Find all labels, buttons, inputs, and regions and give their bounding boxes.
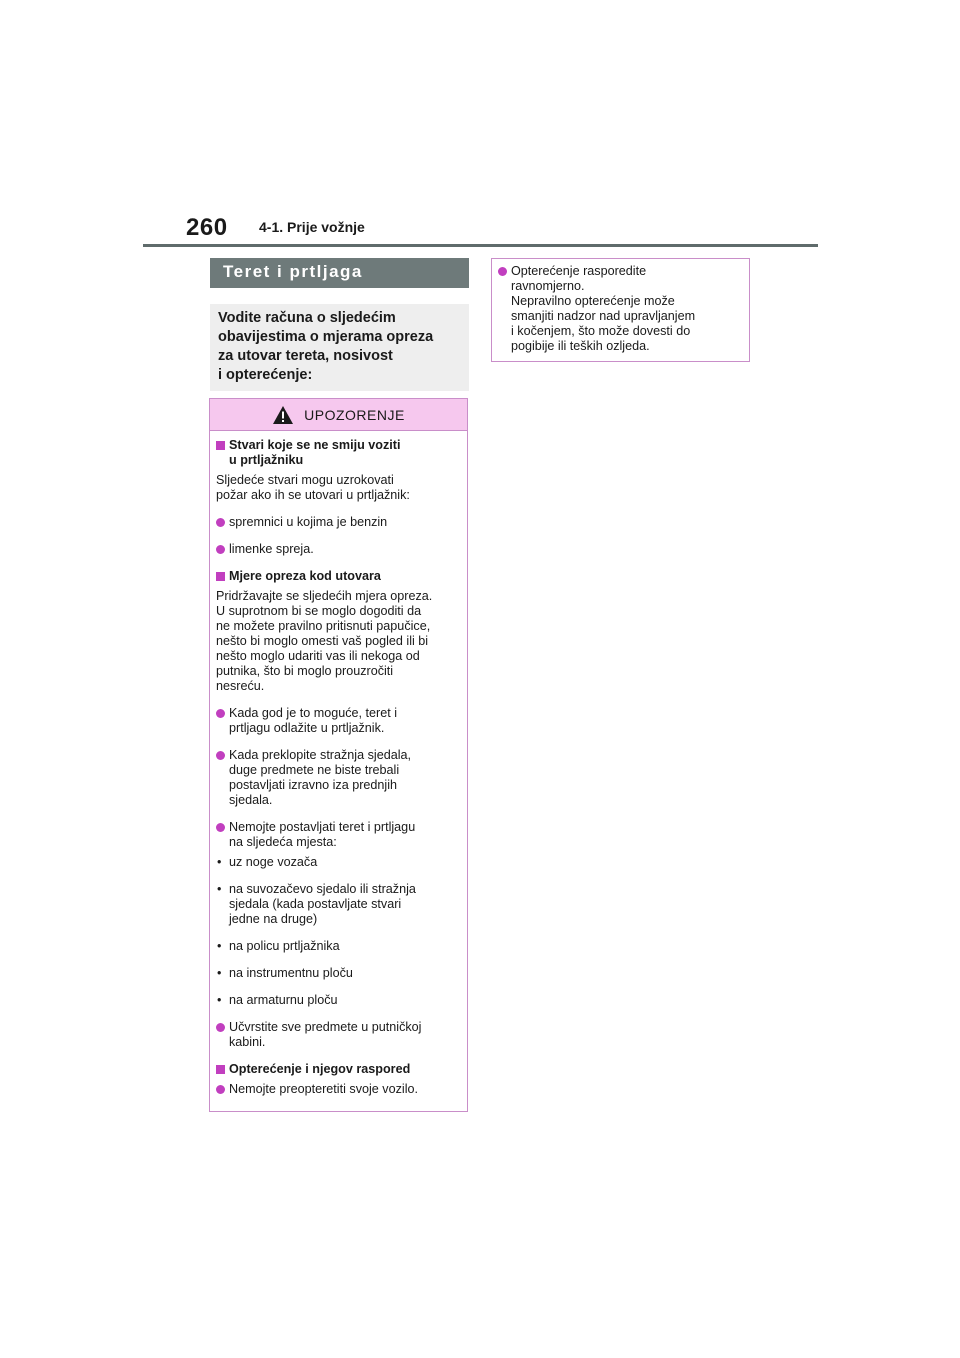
round-bullet-icon <box>216 545 225 554</box>
list-item-text: limenke spreja. <box>229 542 314 556</box>
warning-heading-items <box>216 438 461 468</box>
warning-header <box>210 399 467 431</box>
sub-list-item-text: uz noge vozača <box>229 855 318 869</box>
warning-triangle-icon <box>272 405 294 425</box>
page-number: 260 <box>186 214 228 241</box>
list-item <box>216 820 461 850</box>
sub-list-item <box>216 966 461 981</box>
heading-text: Stvari koje se ne smiju voziti u prtljažniku <box>229 438 401 467</box>
list-item-text: Kada god je to moguće, teret i prtljagu odlažite u prtljažnik. <box>229 706 398 735</box>
sub-list-item-text: na suvozačevo sjedalo ili stražnja sjedala (kada postavljate stvari jedne na druge) <box>229 882 416 926</box>
list-item-text: Učvrstite sve predmete u putničkoj kabini. <box>229 1020 422 1049</box>
warning-title: UPOZORENJE <box>304 406 405 423</box>
list-item-text: Kada preklopite stražnja sjedala, duge predmete ne biste trebali postavljati izravno iza prednjih sjedala. <box>229 748 412 807</box>
intro-note: Vodite računa o sljedećim obavijestima o mjerama opreza za utovar tereta, nosivost i opterećenje: <box>210 304 469 391</box>
list-item-text: spremnici u kojima je benzin <box>229 515 388 529</box>
list-item <box>216 748 461 808</box>
warning-heading-precautions <box>216 569 461 584</box>
round-bullet-icon <box>216 1085 225 1094</box>
sub-list-item-text: na policu prtljažnika <box>229 939 340 953</box>
header-divider <box>143 244 818 247</box>
list-item <box>216 542 461 557</box>
warning-body <box>210 431 467 1097</box>
round-bullet-icon <box>216 1023 225 1032</box>
round-bullet-icon <box>498 267 507 276</box>
sub-list-item <box>216 993 461 1008</box>
sub-list-item <box>216 882 461 927</box>
sub-list-item <box>216 939 461 954</box>
square-bullet-icon <box>216 572 225 581</box>
warning-box <box>209 398 468 1112</box>
section-title: Teret i prtljaga <box>210 258 469 288</box>
heading-text: Opterećenje i njegov raspored <box>229 1062 411 1076</box>
sub-list-item-text: na armaturnu ploču <box>229 993 338 1007</box>
list-item <box>216 706 461 736</box>
dot-marker: • <box>217 993 222 1007</box>
round-bullet-icon <box>216 709 225 718</box>
paragraph: Sljedeće stvari mogu uzrokovati požar ako ih se utovari u prtljažnik: <box>216 473 410 502</box>
list-item-text: Nemojte preopteretiti svoje vozilo. <box>229 1082 418 1096</box>
chapter-title: 4-1. Prije vožnje <box>259 219 365 235</box>
list-item <box>216 1082 461 1097</box>
round-bullet-icon <box>216 751 225 760</box>
list-item <box>498 264 743 354</box>
round-bullet-icon <box>216 823 225 832</box>
warning-heading-load <box>216 1062 461 1077</box>
sub-list-item-text: na instrumentnu ploču <box>229 966 353 980</box>
square-bullet-icon <box>216 441 225 450</box>
list-item-text: Opterećenje rasporedite ravnomjerno. Nepravilno opterećenje može smanjiti nadzor nad upravljanjem i kočenjem, što može dovesti do pogibije ili teških ozljeda. <box>511 264 696 353</box>
round-bullet-icon <box>216 518 225 527</box>
heading-text: Mjere opreza kod utovara <box>229 569 381 583</box>
dot-marker: • <box>217 882 222 896</box>
list-item-text: Nemojte postavljati teret i prtljagu na sljedeća mjesta: <box>229 820 416 849</box>
warning-continuation-box <box>491 258 750 362</box>
list-item <box>216 1020 461 1050</box>
sub-list-item <box>216 855 461 870</box>
dot-marker: • <box>217 966 222 980</box>
dot-marker: • <box>217 939 222 953</box>
square-bullet-icon <box>216 1065 225 1074</box>
paragraph: Pridržavajte se sljedećih mjera opreza. U suprotnom bi se moglo dogoditi da ne možete pravilno pritisnuti papučice, nešto bi moglo omesti vaš pogled ili bi nešto moglo udariti vas ili nekoga od putnika, što bi moglo prouzročiti nesreću. <box>216 589 433 693</box>
list-item <box>216 515 461 530</box>
dot-marker: • <box>217 855 222 869</box>
